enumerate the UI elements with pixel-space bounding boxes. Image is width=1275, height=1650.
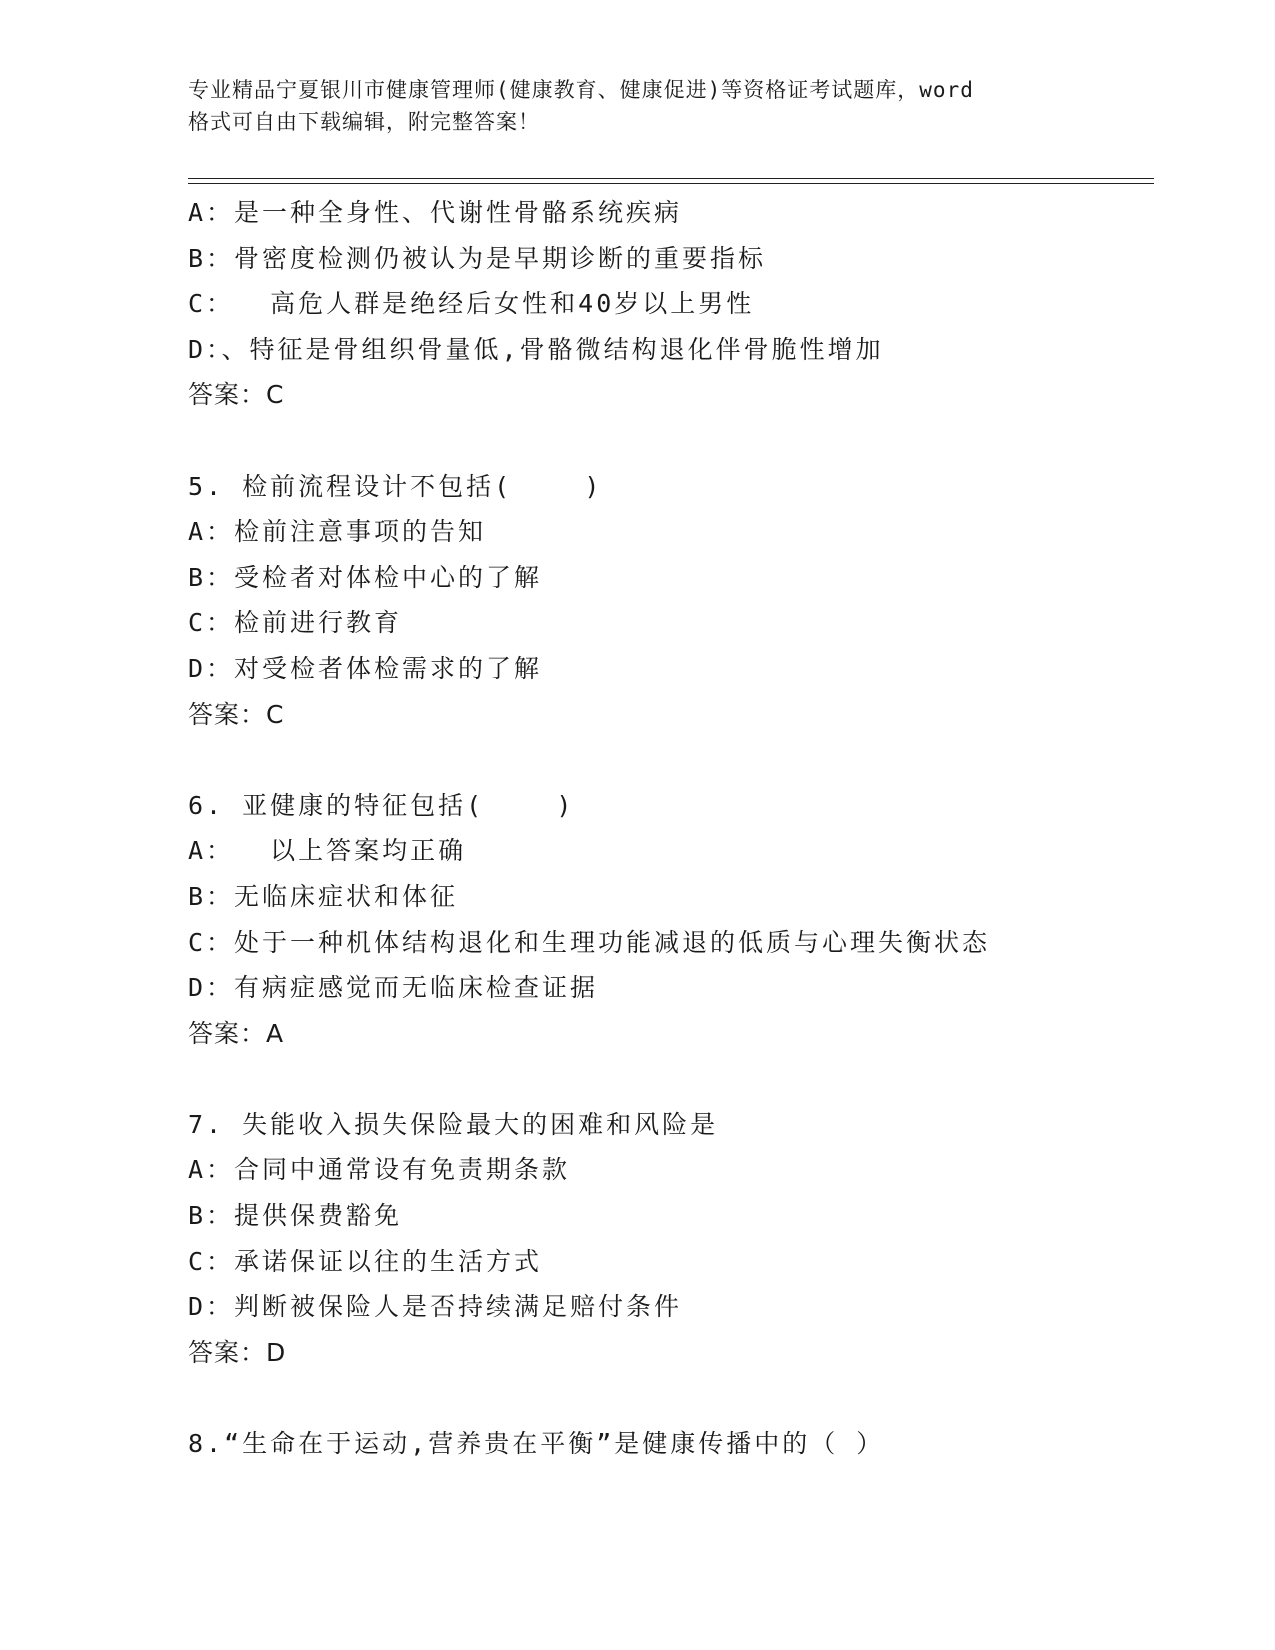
- question-6-block: [188, 783, 1148, 1057]
- question-4-block: [188, 190, 1148, 418]
- q4-option-c: C： 高危人群是绝经后女性和40岁以上男性: [188, 289, 755, 319]
- header-divider-top: [188, 178, 1154, 179]
- spacer: [188, 1056, 1148, 1102]
- q4-option-a: A：是一种全身性、代谢性骨骼系统疾病: [188, 198, 683, 227]
- q6-option-d: D：有病症感觉而无临床检查证据: [188, 973, 599, 1003]
- header-line-1: 专业精品宁夏银川市健康管理师(健康教育、健康促进)等资格证考试题库，word: [188, 78, 974, 102]
- header-divider-bottom: [188, 183, 1154, 184]
- q4-answer: 答案：C: [188, 380, 285, 410]
- q7-option-a: A：合同中通常设有免责期条款: [188, 1155, 571, 1185]
- q5-option-d: D：对受检者体检需求的了解: [188, 653, 543, 683]
- header-line-2: 格式可自由下载编辑，附完整答案！: [188, 110, 540, 134]
- q7-option-d: D：判断被保险人是否持续满足赔付条件: [188, 1292, 683, 1322]
- q4-option-b: B：骨密度检测仍被认为是早期诊断的重要指标: [188, 243, 767, 273]
- q4-option-d: D：、特征是骨组织骨量低,骨骼微结构退化伴骨脆性增加: [188, 334, 884, 364]
- question-7-block: [188, 1102, 1148, 1376]
- q6-option-a: A： 以上答案均正确: [188, 836, 467, 866]
- q7-answer: 答案：D: [188, 1337, 287, 1367]
- q5-option-a: A：检前注意事项的告知: [188, 517, 487, 547]
- q5-option-b: B：受检者对体检中心的了解: [188, 562, 543, 592]
- q6-option-c: C：处于一种机体结构退化和生理功能减退的低质与心理失衡状态: [188, 927, 991, 957]
- q5-option-c: C：检前进行教育: [188, 608, 403, 638]
- question-8-block: [188, 1421, 1148, 1467]
- spacer: [188, 1375, 1148, 1421]
- q6-answer: 答案：A: [188, 1018, 285, 1048]
- q6-option-b: B：无临床症状和体征: [188, 881, 459, 911]
- q5-question: 5. 检前流程设计不包括( ): [188, 471, 603, 501]
- document-header: [188, 74, 1088, 138]
- spacer: [188, 418, 1148, 464]
- q8-question: 8.“生命在于运动,营养贵在平衡”是健康传播中的（ ）: [188, 1429, 885, 1459]
- q7-option-c: C：承诺保证以往的生活方式: [188, 1246, 543, 1276]
- question-5-block: [188, 464, 1148, 738]
- q7-option-b: B：提供保费豁免: [188, 1201, 403, 1231]
- spacer: [188, 737, 1148, 783]
- q5-answer: 答案：C: [188, 699, 285, 729]
- q6-question: 6. 亚健康的特征包括( ): [188, 790, 575, 820]
- question-list: [188, 190, 1148, 1467]
- q7-question: 7. 失能收入损失保险最大的困难和风险是: [188, 1109, 719, 1139]
